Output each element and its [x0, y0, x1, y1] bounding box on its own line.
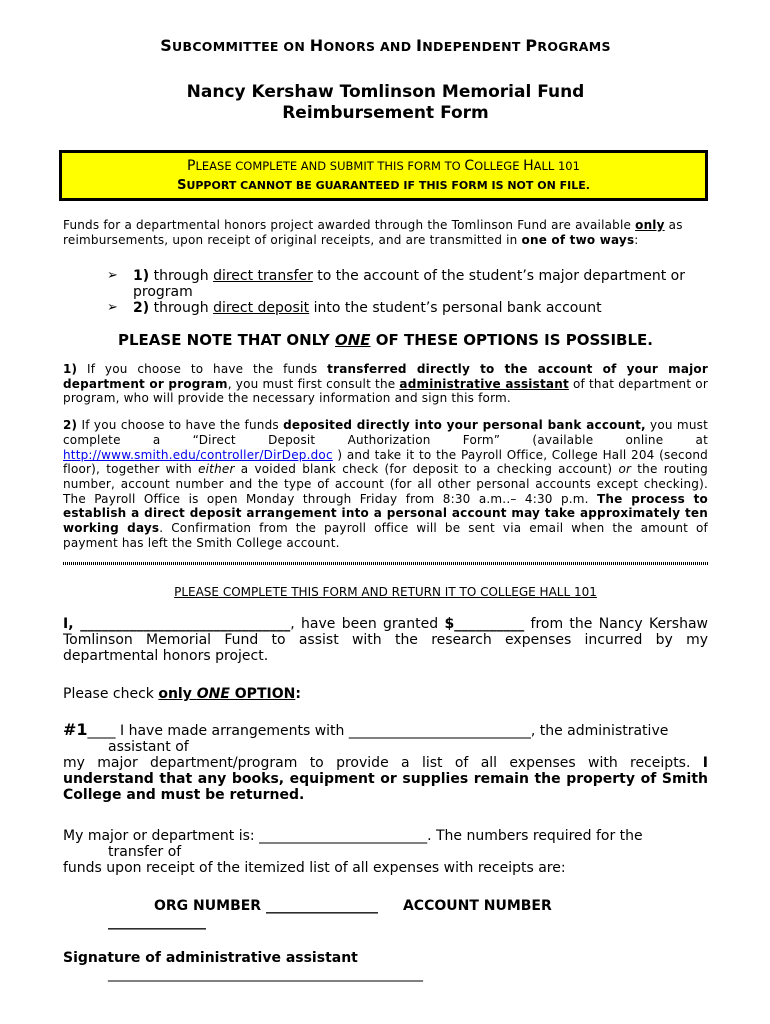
notice-line-1: PLEASE COMPLETE AND SUBMIT THIS FORM TO COLLEGE HALL 101 — [187, 158, 580, 174]
return-instruction: PLEASE COMPLETE THIS FORM AND RETURN IT TO COLLEGE HALL 101 — [174, 585, 597, 600]
assistant-name-field[interactable]: __________________________ — [348, 723, 531, 740]
signature-field[interactable]: _____________________________________________ — [108, 966, 423, 983]
org-number-field[interactable]: ________________ — [265, 898, 378, 915]
option-2-paragraph: 2) If you choose to have the funds deposited directly into your personal bank account, you must complete a “Direct Deposit Authorization Form” (available online at http://www.smith.edu/controller/DirDep.doc ) and take it to the Payroll Office, College Hall 204 (second floor), together with either a voided blank check (for deposit to a checking account) or the routing number, account number and the type of account (for all other personal accounts except checking). The Payroll Office is open Monday through Friday from 8:30 a.m..– 4:30 p.m. The process to establish a direct deposit arrangement into a personal account may take approximately ten working days. Confirmation from the payroll office will be sent via email when the amount of payment has left the Smith College account. — [63, 418, 708, 550]
committee-title: SUBCOMMITTEE ON HONORS AND INDEPENDENT PROGRAMS — [160, 36, 611, 55]
check-instruction: Please check only ONE OPTION: — [63, 686, 301, 703]
arrow-bullet-icon: ➢ — [107, 300, 118, 315]
account-numbers-row: ORG NUMBER ________________ ACCOUNT NUMBER — [154, 898, 552, 915]
list-item: ➢ 1) through direct transfer to the account of the student’s major department or program — [107, 268, 685, 300]
fund-name: Nancy Kershaw Tomlinson Memorial Fund — [186, 82, 585, 102]
submission-notice-box — [59, 150, 708, 201]
form-name: Reimbursement Form — [282, 103, 489, 123]
amount-field[interactable]: __________ — [454, 616, 525, 633]
account-number-field[interactable]: ______________ — [108, 914, 206, 931]
major-section: My major or department is: ________________________. The numbers required for the transfer of funds upon receipt of the itemized list of all expenses with receipts are: — [63, 828, 643, 877]
option-1-checkbox-field[interactable]: ____ — [87, 723, 116, 740]
list-item: ➢ 2) through direct deposit into the student’s personal bank account — [107, 300, 602, 316]
arrow-bullet-icon: ➢ — [107, 268, 118, 283]
signature-label: Signature of administrative assistant — [63, 950, 358, 967]
form-page — [63, 36, 708, 982]
transfer-options-list — [107, 268, 708, 316]
form-title — [63, 82, 708, 124]
notice-line-2: SUPPORT CANNOT BE GUARANTEED IF THIS FORM IS NOT ON FILE. — [177, 178, 590, 193]
direct-deposit-form-link[interactable]: http://www.smith.edu/controller/DirDep.doc — [63, 447, 333, 462]
section-divider — [63, 562, 708, 565]
name-field[interactable]: ______________________________ — [73, 616, 291, 633]
options-note: PLEASE NOTE THAT ONLY ONE OF THESE OPTIONS IS POSSIBLE. — [118, 331, 653, 349]
intro-paragraph: Funds for a departmental honors project awarded through the Tomlinson Fund are available only as reimbursements, upon receipt of original receipts, and are transmitted in one of two ways: — [63, 218, 683, 247]
grant-statement: I, ______________________________, have been granted $__________ from the Nancy Kershaw Tomlinson Memorial Fund to assist with the research expenses incurred by my departmental honors project. — [63, 616, 709, 665]
option-1-paragraph: 1) If you choose to have the funds transferred directly to the account of your major department or program, you must first consult the administrative assistant of that department or program, who will provide the necessary information and sign this form. — [63, 362, 708, 406]
option-1-section: #1____ I have made arrangements with __________________________, the administrative assistant of my major department/program to provide a list of all expenses with receipts. I understand that any books, equipment or supplies remain the property of Smith College and must be returned. — [63, 720, 708, 804]
major-department-field[interactable]: ________________________ — [259, 828, 428, 845]
